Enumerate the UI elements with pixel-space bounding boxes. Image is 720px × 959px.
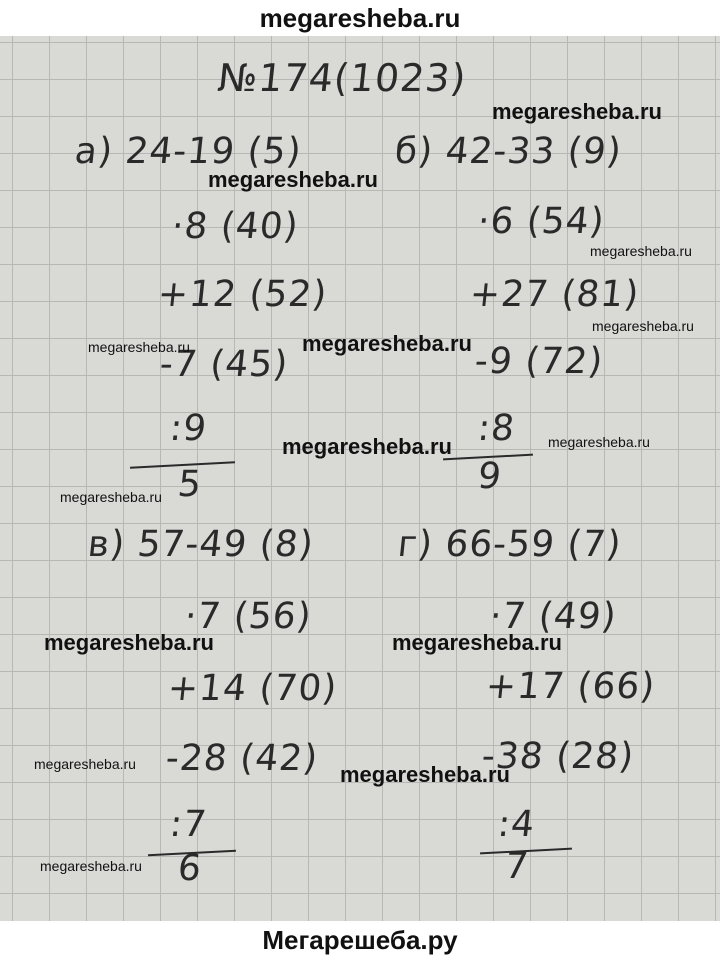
watermark: megaresheba.ru <box>302 331 472 356</box>
watermark: megaresheba.ru <box>492 99 662 124</box>
site-footer: Мегарешеба.ру <box>0 921 720 959</box>
part-b-line-2: ·6 (54) <box>475 201 607 242</box>
watermark: megaresheba.ru <box>548 434 650 450</box>
part-b-line-3: +27 (81) <box>467 274 642 315</box>
part-g-result: 7 <box>502 846 532 887</box>
part-a-line-2: ·8 (40) <box>169 206 301 247</box>
part-b-result: 9 <box>475 456 505 497</box>
part-v-line-3: +14 (70) <box>165 668 340 709</box>
part-g-line-1: г) 66-59 (7) <box>395 524 624 565</box>
part-v-line-4: -28 (42) <box>163 738 321 779</box>
part-b-divisor: :8 <box>475 408 518 449</box>
part-a-line-3: +12 (52) <box>155 274 330 315</box>
part-g-line-4: -38 (28) <box>479 736 637 777</box>
part-a-line-4: -7 (45) <box>157 344 291 385</box>
part-g-line-2: ·7 (49) <box>487 596 619 637</box>
problem-number: №174(1023) <box>215 56 469 100</box>
watermark: megaresheba.ru <box>282 434 452 459</box>
part-a-divisor: :9 <box>167 408 210 449</box>
watermark: megaresheba.ru <box>590 243 692 259</box>
part-v-line-2: ·7 (56) <box>182 596 314 637</box>
part-a-result: 5 <box>175 464 205 505</box>
watermark: megaresheba.ru <box>340 762 510 787</box>
watermark: megaresheba.ru <box>60 489 162 505</box>
site-header: megaresheba.ru <box>0 0 720 36</box>
watermark: megaresheba.ru <box>44 630 214 655</box>
part-g-line-3: +17 (66) <box>483 666 658 707</box>
part-a-line-1: а) 24-19 (5) <box>72 131 304 172</box>
watermark: megaresheba.ru <box>34 756 136 772</box>
part-g-divisor: :4 <box>495 804 538 845</box>
watermark: megaresheba.ru <box>88 339 190 355</box>
part-v-line-1: в) 57-49 (8) <box>85 524 316 565</box>
part-v-divisor: :7 <box>167 804 210 845</box>
watermark: megaresheba.ru <box>392 630 562 655</box>
notebook-page <box>0 36 720 921</box>
watermark: megaresheba.ru <box>592 318 694 334</box>
watermark: megaresheba.ru <box>40 858 142 874</box>
part-b-line-1: б) 42-33 (9) <box>392 131 624 172</box>
watermark: megaresheba.ru <box>208 167 378 192</box>
part-v-result: 6 <box>175 848 205 889</box>
part-b-line-4: -9 (72) <box>472 341 606 382</box>
